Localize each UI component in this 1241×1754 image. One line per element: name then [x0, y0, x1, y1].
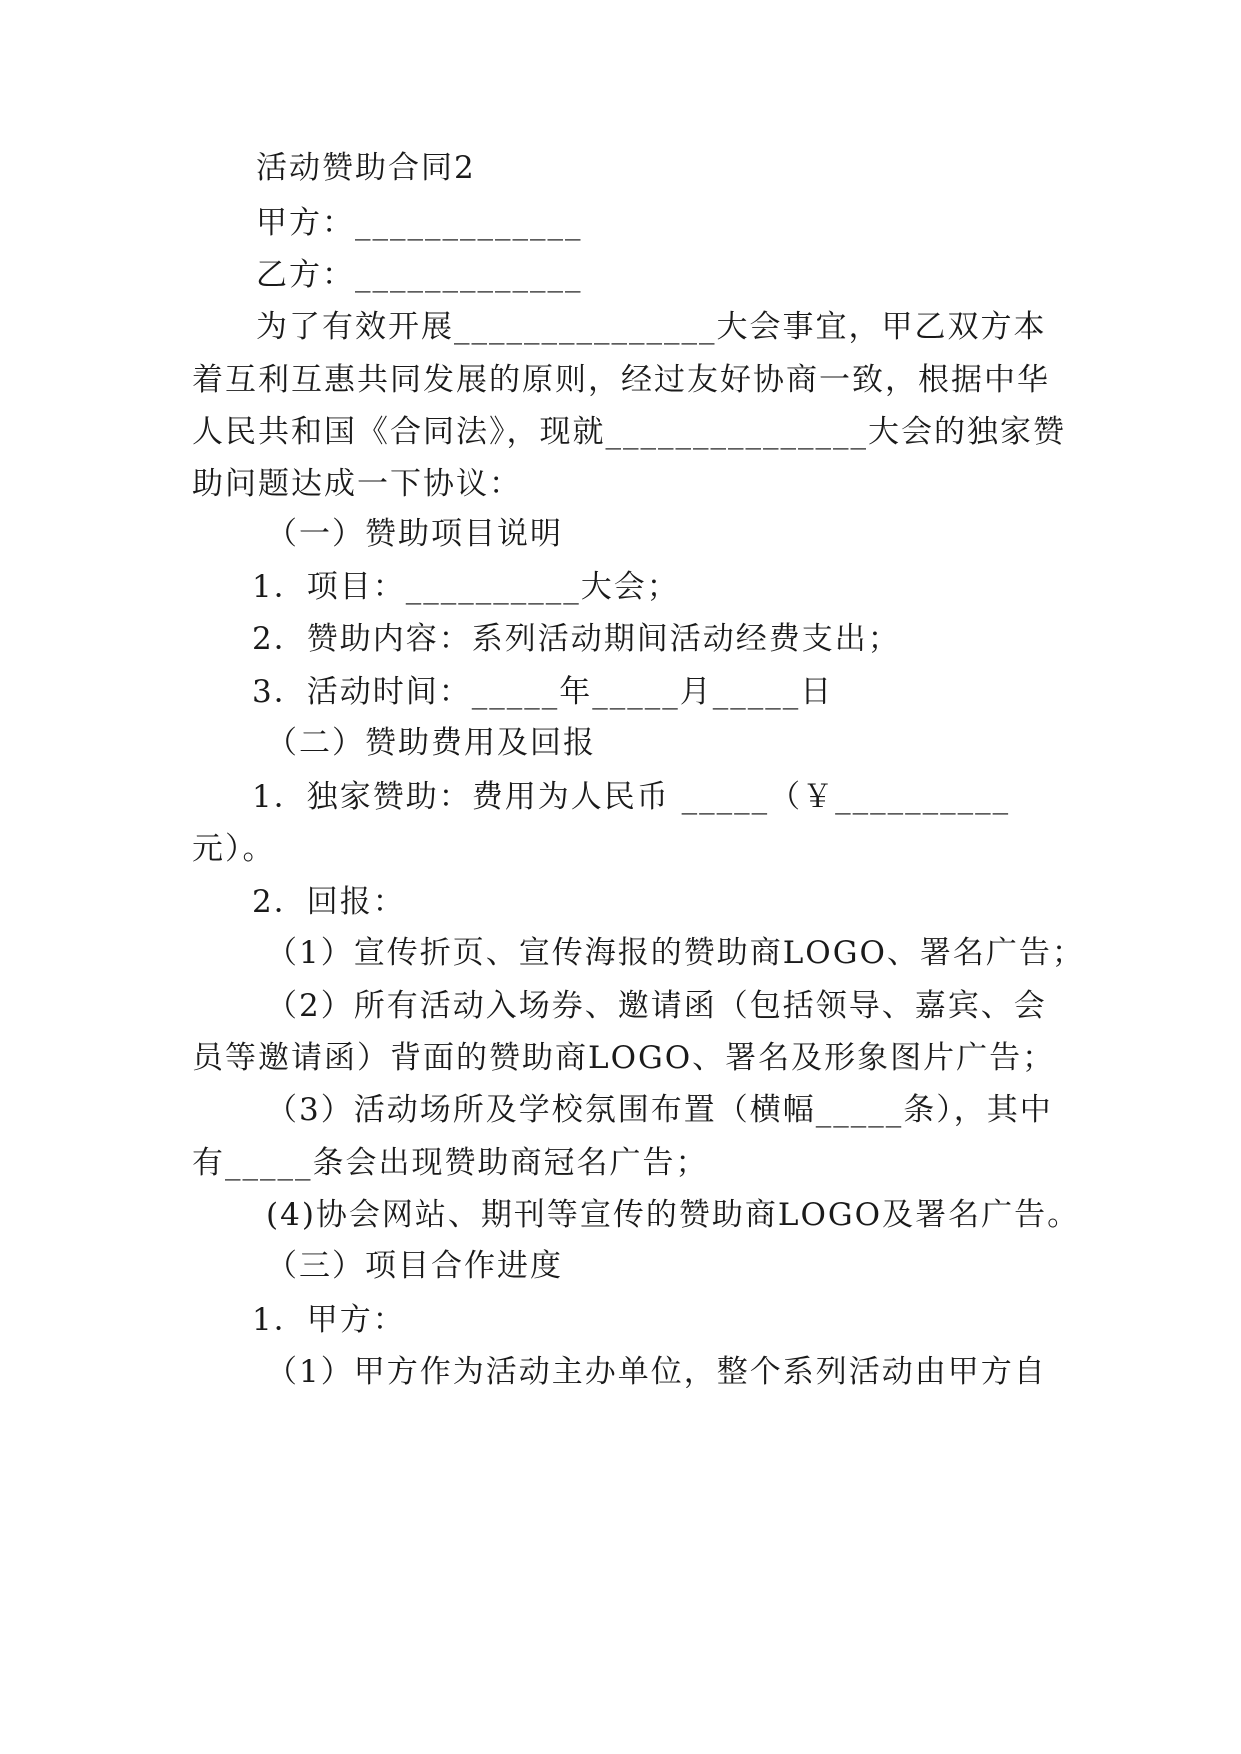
party-a-line: 甲方：_____________	[256, 205, 583, 241]
paragraph-line: 有_____条会出现赞助商冠名广告；	[192, 1145, 709, 1181]
list-item: （1）甲方作为活动主办单位，整个系列活动由甲方自	[266, 1354, 1047, 1390]
document-title: 活动赞助合同2	[256, 150, 476, 186]
paragraph-line: 元）。	[192, 831, 276, 867]
list-item: （2）所有活动入场券、邀请函（包括领导、嘉宾、会	[266, 988, 1047, 1024]
list-item: 1．项目：__________大会；	[252, 569, 680, 605]
section-heading: （二）赞助费用及回报	[266, 725, 596, 761]
list-item: （3）活动场所及学校氛围布置（横幅_____条），其中	[266, 1092, 1053, 1128]
list-item: 2．赞助内容：系列活动期间活动经费支出；	[252, 621, 901, 657]
list-item: 2．回报：	[252, 884, 406, 920]
paragraph-line: 为了有效开展_______________大会事宜，甲乙双方本	[256, 309, 1047, 345]
list-item: 3．活动时间：_____年_____月_____日	[252, 674, 834, 710]
list-item: 1．甲方：	[252, 1302, 406, 1338]
paragraph-line: 员等邀请函）背面的赞助商LOGO、署名及形象图片广告；	[192, 1040, 1056, 1076]
paragraph-line: 助问题达成一下协议：	[192, 466, 522, 502]
section-heading: （一）赞助项目说明	[266, 516, 563, 552]
party-b-line: 乙方：_____________	[256, 257, 583, 293]
paragraph-line: 人民共和国《合同法》，现就_______________大会的独家赞	[192, 414, 1066, 450]
section-heading: （三）项目合作进度	[266, 1248, 563, 1284]
list-item: （1）宣传折页、宣传海报的赞助商LOGO、署名广告；	[266, 935, 1085, 971]
list-item: (4)协会网站、期刊等宣传的赞助商LOGO及署名广告。	[266, 1197, 1081, 1233]
paragraph-line: 着互利互惠共同发展的原则，经过友好协商一致，根据中华	[192, 362, 1050, 398]
list-item: 1．独家赞助：费用为人民币 _____（￥__________	[252, 779, 1011, 815]
